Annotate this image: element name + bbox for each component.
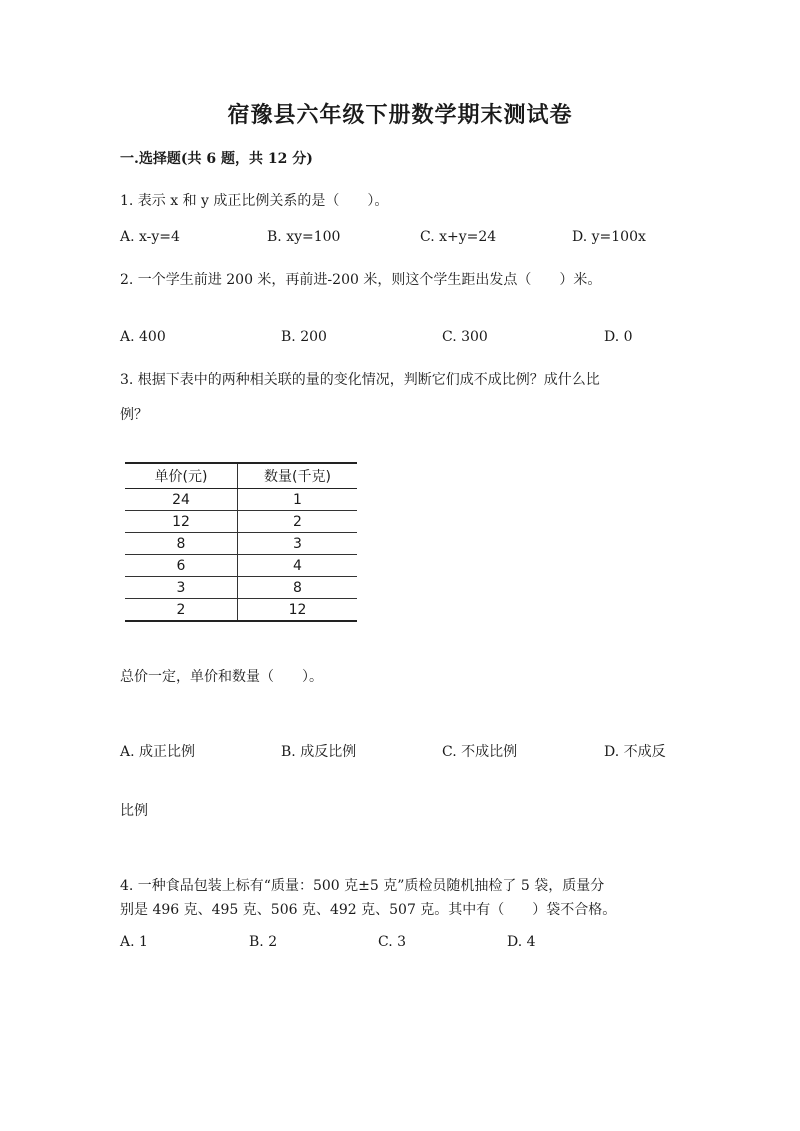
- table-cell: 8: [125, 533, 238, 555]
- table-row: [125, 577, 357, 599]
- table-cell: 3: [125, 577, 238, 599]
- question-4-option-c: C. 3: [378, 934, 407, 950]
- table-cell: 8: [238, 577, 358, 599]
- question-3-prompt: 总价一定，单价和数量（ ）。: [120, 669, 323, 685]
- question-4-option-a: A. 1: [120, 934, 148, 950]
- question-3-option-b: B. 成反比例: [281, 744, 357, 760]
- table-row: [125, 533, 357, 555]
- question-4-option-b: B. 2: [249, 934, 278, 950]
- table-cell: 6: [125, 555, 238, 577]
- question-2-option-a: A. 400: [120, 329, 166, 345]
- table-cell: 3: [238, 533, 358, 555]
- table-row: [125, 599, 357, 622]
- question-2-option-b: B. 200: [281, 329, 327, 345]
- table-row: [125, 555, 357, 577]
- question-3-text-line-2: 例？: [120, 407, 148, 423]
- table-cell: 2: [125, 599, 238, 622]
- question-4-text-line-2: 别是 496 克、495 克、506 克、492 克、507 克。其中有（ ）袋不合格。: [120, 902, 617, 918]
- table-row: [125, 489, 357, 511]
- question-2-option-c: C. 300: [442, 329, 488, 345]
- question-2-text: 2. 一个学生前进 200 米，再前进-200 米，则这个学生距出发点（ ）米。: [120, 272, 602, 288]
- table-cell: 12: [238, 599, 358, 622]
- table-cell: 24: [125, 489, 238, 511]
- question-1-option-a: A. x-y=4: [120, 229, 180, 245]
- question-4-option-d: D. 4: [507, 934, 536, 950]
- question-3-text-line-1: 3. 根据下表中的两种相关联的量的变化情况，判断它们成不成比例？成什么比: [120, 372, 600, 388]
- section-heading: 一.选择题(共 6 题，共 12 分): [120, 151, 313, 167]
- question-3-option-d-wrap: 比例: [120, 803, 148, 819]
- table-cell: 4: [238, 555, 358, 577]
- table-header-cell: 单价(元): [125, 463, 238, 489]
- question-4-text-line-1: 4. 一种食品包装上标有“质量：500 克±5 克”质检员随机抽检了 5 袋，质量分: [120, 878, 605, 894]
- question-1-option-b: B. xy=100: [267, 229, 341, 245]
- question-3-option-c: C. 不成比例: [442, 744, 518, 760]
- question-3-option-a: A. 成正比例: [120, 744, 196, 760]
- question-1-text: 1. 表示 x 和 y 成正比例关系的是（ ）。: [120, 193, 389, 209]
- table-cell: 1: [238, 489, 358, 511]
- table-header-row: [125, 463, 357, 489]
- table-row: [125, 511, 357, 533]
- question-1-option-c: C. x+y=24: [420, 229, 497, 245]
- question-1-option-d: D. y=100x: [572, 229, 646, 245]
- question-3-option-d: D. 不成反: [604, 744, 666, 760]
- table-cell: 12: [125, 511, 238, 533]
- question-2-option-d: D. 0: [604, 329, 633, 345]
- table-header-cell: 数量(千克): [238, 463, 358, 489]
- price-quantity-table: [125, 462, 357, 622]
- page-title: 宿豫县六年级下册数学期末测试卷: [227, 102, 573, 128]
- table-cell: 2: [238, 511, 358, 533]
